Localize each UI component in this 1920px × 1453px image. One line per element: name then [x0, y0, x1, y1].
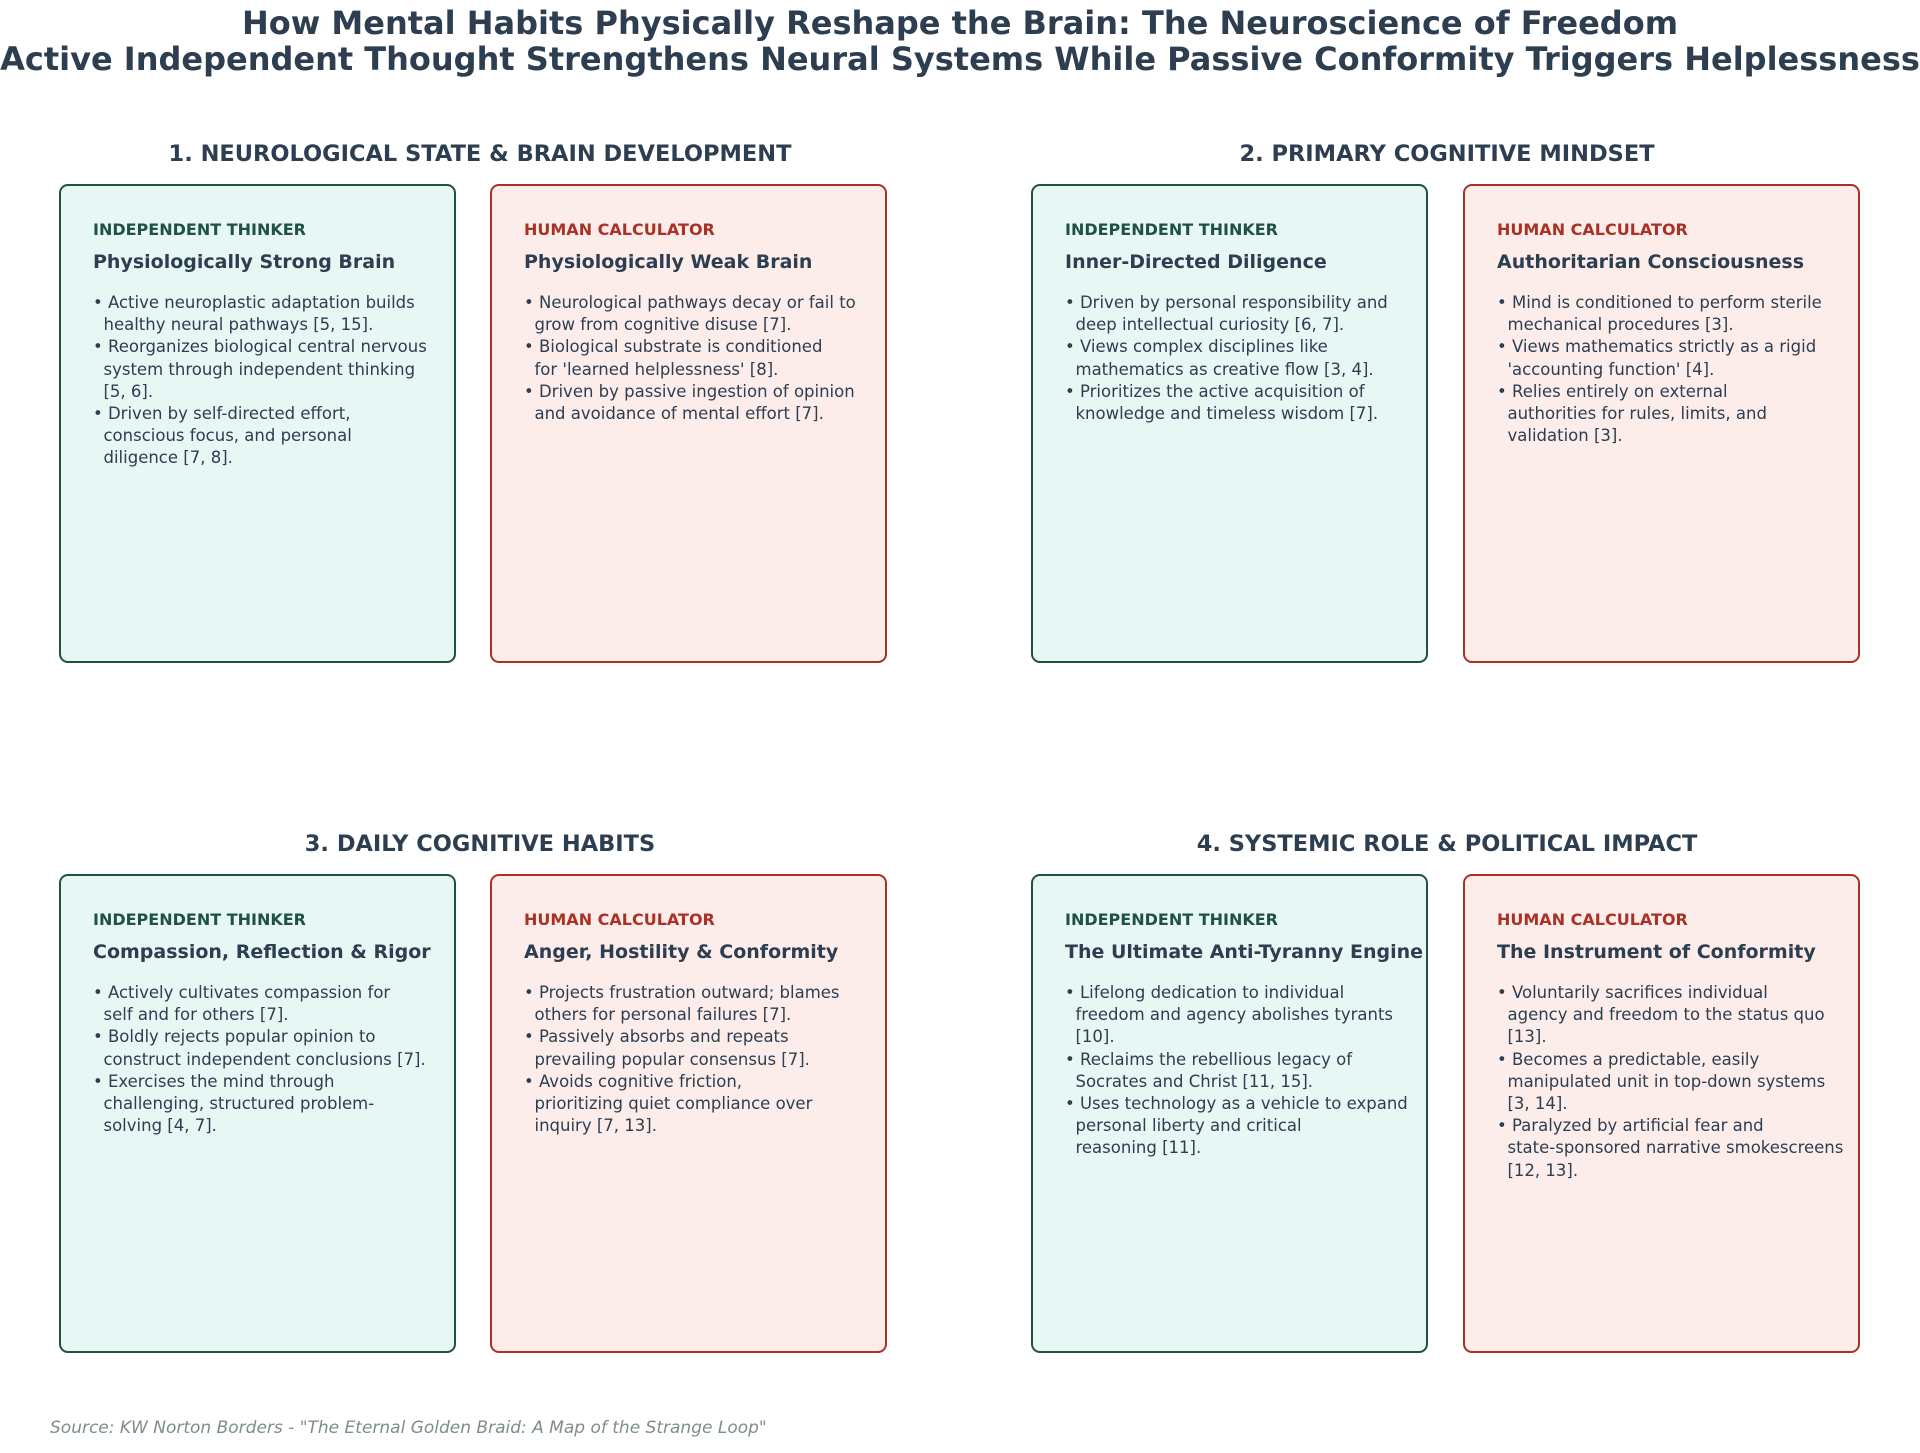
title-line-1: How Mental Habits Physically Reshape the Brain: The Neuroscience of Freedom — [241, 4, 1679, 42]
card-bullets: • Active neuroplastic adaptation builds healthy neural pathways [5, 15]. • Reorganizes biological central nervous system through independent thinking [5, 6]. • Driven by self-directed effort, conscious focus, and personal diligence [7, 8]. — [93, 293, 427, 468]
card-bullets: • Driven by personal responsibility and deep intellectual curiosity [6, 7]. • Views complex disciplines like mathematics as creative flow [3, 4]. • Prioritizes the active acquisition of knowledge and timeless wisdom [7]. — [1065, 293, 1388, 424]
card-heading: Inner-Directed Diligence — [1065, 251, 1327, 273]
card-human-calculator-2 — [1463, 184, 1860, 663]
card-heading: Compassion, Reflection & Rigor — [93, 941, 431, 963]
source-citation: Source: KW Norton Borders - "The Eternal Golden Braid: A Map of the Strange Loop" — [50, 1418, 767, 1438]
title-line-2: Active Independent Thought Strengthens Neural Systems While Passive Conformity Triggers Helplessness — [0, 40, 1920, 78]
section-title-2: 2. PRIMARY COGNITIVE MINDSET — [1239, 141, 1655, 167]
card-independent-thinker-2 — [1031, 184, 1428, 663]
section-title-4: 4. SYSTEMIC ROLE & POLITICAL IMPACT — [1196, 831, 1698, 857]
card-label: INDEPENDENT THINKER — [93, 910, 306, 929]
card-label: HUMAN CALCULATOR — [1497, 910, 1688, 929]
card-heading: Physiologically Weak Brain — [524, 251, 813, 273]
card-independent-thinker-1 — [59, 184, 456, 663]
card-heading: Physiologically Strong Brain — [93, 251, 396, 273]
card-bullets: • Lifelong dedication to individual freedom and agency abolishes tyrants [10]. • Reclaims the rebellious legacy of Socrates and Christ [11, 15]. • Uses technology as a vehicle to expand personal liberty and critical reasoning [11]. — [1065, 983, 1408, 1158]
card-heading: Anger, Hostility & Conformity — [524, 941, 839, 963]
card-human-calculator-3 — [490, 874, 887, 1353]
card-bullets: • Voluntarily sacrifices individual agency and freedom to the status quo [13]. • Becomes a predictable, easily manipulated unit in top-down systems [3, 14]. • Paralyzed by artificial fear and state-sponsored narrative smokescreens [12, 13]. — [1497, 983, 1844, 1180]
card-independent-thinker-4 — [1031, 874, 1428, 1353]
page-title — [0, 5, 1920, 77]
card-heading: Authoritarian Consciousness — [1497, 251, 1805, 273]
card-label: INDEPENDENT THINKER — [1065, 910, 1278, 929]
card-bullets: • Neurological pathways decay or fail to grow from cognitive disuse [7]. • Biological substrate is conditioned for 'learned helplessness' [8]. • Driven by passive ingestion of opinion and avoidance of mental effort [7]. — [524, 293, 856, 424]
card-bullets: • Projects frustration outward; blames others for personal failures [7]. • Passively absorbs and repeats prevailing popular consensus [7]. • Avoids cognitive friction, prioritizing quiet compliance over inquiry [7, 13]. — [524, 983, 840, 1136]
card-label: HUMAN CALCULATOR — [1497, 220, 1688, 239]
card-human-calculator-1 — [490, 184, 887, 663]
section-title-1: 1. NEUROLOGICAL STATE & BRAIN DEVELOPMENT — [168, 141, 792, 167]
card-label: HUMAN CALCULATOR — [524, 220, 715, 239]
card-heading: The Instrument of Conformity — [1497, 941, 1816, 963]
card-bullets: • Actively cultivates compassion for self and for others [7]. • Boldly rejects popular opinion to construct independent conclusions [7]. • Exercises the mind through challenging, structured problem- solving [4, 7]. — [93, 983, 426, 1136]
card-label: INDEPENDENT THINKER — [93, 220, 306, 239]
card-bullets: • Mind is conditioned to perform sterile mechanical procedures [3]. • Views mathematics strictly as a rigid 'accounting function' [4]. • Relies entirely on external authorities for rules, limits, and validation [3]. — [1497, 293, 1822, 446]
section-title-3: 3. DAILY COGNITIVE HABITS — [304, 831, 656, 857]
card-independent-thinker-3 — [59, 874, 456, 1353]
card-label: INDEPENDENT THINKER — [1065, 220, 1278, 239]
card-human-calculator-4 — [1463, 874, 1860, 1353]
card-label: HUMAN CALCULATOR — [524, 910, 715, 929]
card-heading: The Ultimate Anti-Tyranny Engine — [1065, 941, 1424, 963]
